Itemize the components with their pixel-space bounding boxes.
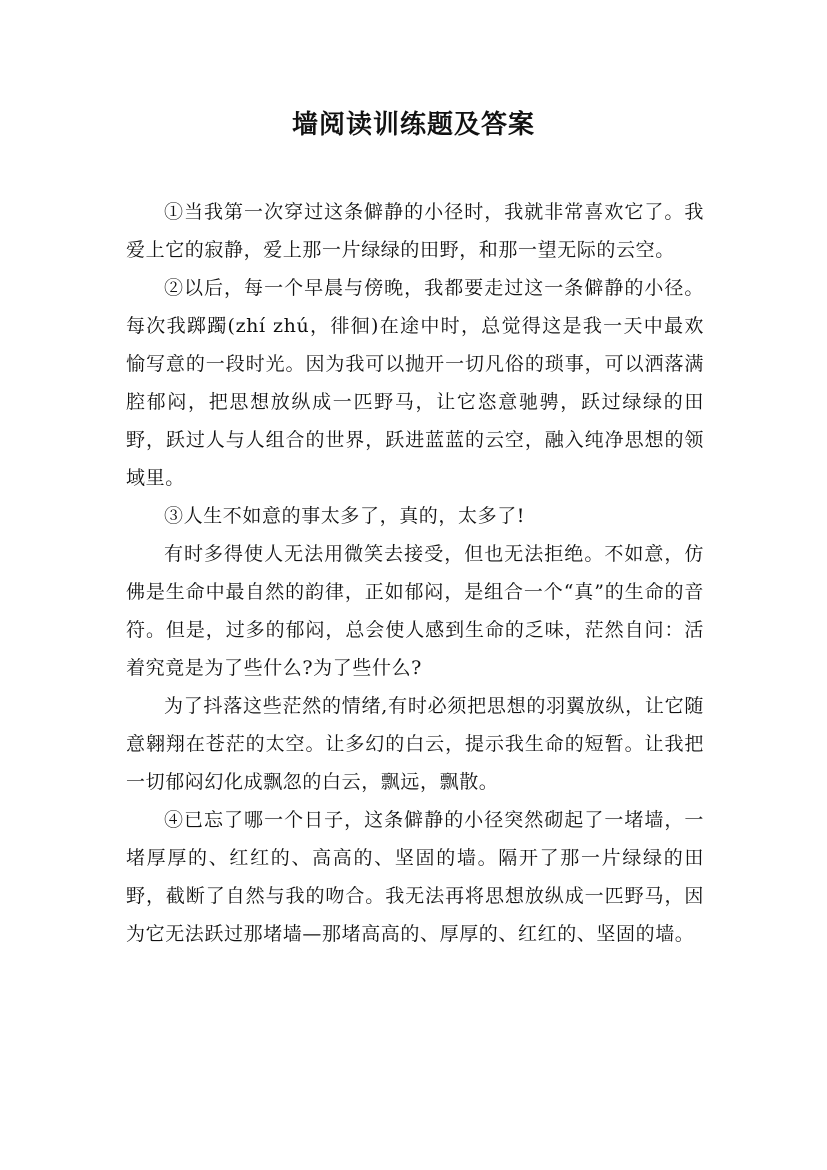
paragraph-3: ③人生不如意的事太多了，真的，太多了!	[164, 505, 526, 527]
paragraph-6: ④已忘了哪一个日子，这条僻静的小径突然砌起了一堵墙，一堵厚厚的、红红的、高高的、坚固的墙。隔开了那一片绿绿的田野，截断了自然与我的吻合。我无法再将思想放纵成一匹野马，因为它无法跃过那堵墙—那堵高高的、厚厚的、红红的、坚固的墙。	[126, 809, 704, 945]
paragraph-2: ②以后，每一个早晨与傍晚，我都要走过这一条僻静的小径。每次我踯躅(zhí zhú，徘徊)在途中时，总觉得这是我一天中最欢愉写意的一段时光。因为我可以抛开一切凡俗的琐事，可以洒落满腔郁闷，把思想放纵成一匹野马，让它恣意驰骋，跃过绿绿的田野，跃过人与人组合的世界，跃进蓝蓝的云空，融入纯净思想的领域里。	[126, 277, 704, 489]
paragraph-4: 有时多得使人无法用微笑去接受，但也无法拒绝。不如意，仿佛是生命中最自然的韵律，正如郁闷，是组合一个“真”的生命的音符。但是，过多的郁闷，总会使人感到生命的乏味，茫然自问：活着究竟是为了些什么?为了些什么?	[126, 543, 704, 679]
document-title: 墙阅读训练题及答案	[291, 110, 535, 140]
paragraph-5: 为了抖落这些茫然的情绪,有时必须把思想的羽翼放纵，让它随意翱翔在苍茫的太空。让多幻的白云，提示我生命的短暂。让我把一切郁闷幻化成飘忽的白云，飘远，飘散。	[126, 695, 704, 793]
article-body	[126, 193, 704, 953]
paragraph-1: ①当我第一次穿过这条僻静的小径时，我就非常喜欢它了。我爱上它的寂静，爱上那一片绿绿的田野，和那一望无际的云空。	[126, 201, 704, 261]
